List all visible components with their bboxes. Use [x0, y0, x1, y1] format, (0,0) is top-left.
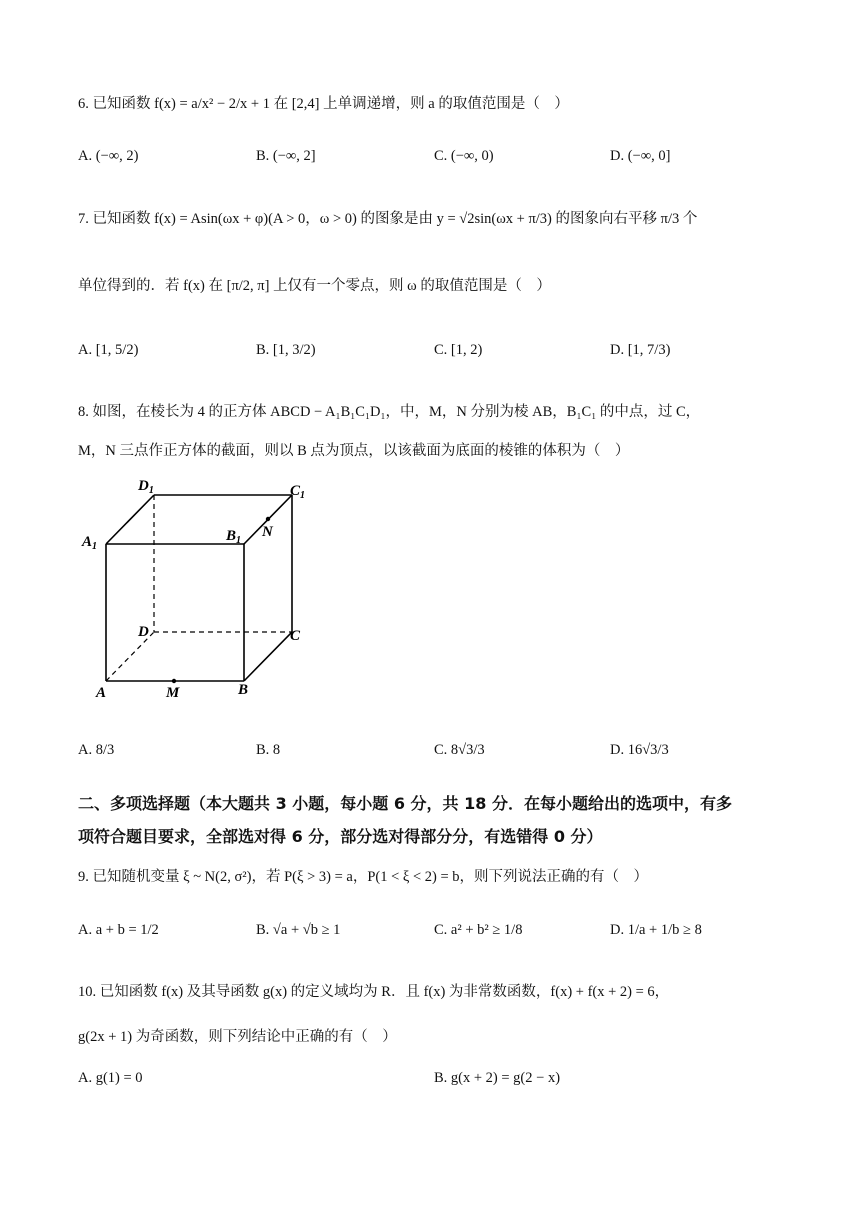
q8-option-d: D. 16√3/3 — [610, 742, 669, 758]
q8-stem-line1: 8. 如图，在棱长为 4 的正方体 ABCD − A₁B₁C₁D₁，中，M，N 分别为棱 AB，B₁C₁ 的中点，过 C， — [78, 404, 701, 420]
q9-option-d: D. 1/a + 1/b ≥ 8 — [610, 922, 702, 938]
edge-a1-d1 — [106, 495, 154, 544]
q10-option-a: A. g(1) = 0 — [78, 1070, 143, 1086]
q7-option-b: B. [1, 3/2) — [256, 342, 316, 358]
q8-option-b: B. 8 — [256, 742, 281, 758]
section2-heading-line1: 二、多项选择题（本大题共 3 小题，每小题 6 分，共 18 分．在每小题给出的选项中，有多 — [78, 794, 732, 813]
label-a: A — [96, 685, 107, 701]
q7-option-a: A. [1, 5/2) — [78, 342, 139, 358]
q10-stem-line2: g(2x + 1) 为奇函数，则下列结论中正确的有（ ） — [78, 1029, 397, 1045]
label-c1: $C_1$ — [290, 483, 306, 501]
label-n: N — [262, 524, 273, 540]
q9-option-a: A. a + b = 1/2 — [78, 922, 159, 938]
q7-option-c: C. [1, 2) — [434, 342, 483, 358]
q7-stem-line1: 7. 已知函数 f(x) = Asin(ωx + φ)(A > 0，ω > 0) 的图象是由 y = √2sin(ωx + π/3) 的图象向右平移 π/3 个 — [78, 211, 698, 227]
label-b: B — [238, 682, 249, 698]
q10-option-b: B. g(x + 2) = g(2 − x) — [434, 1070, 561, 1086]
label-a1: $A_1$ — [82, 534, 98, 552]
label-d: D — [138, 624, 149, 640]
label-c: C — [290, 628, 301, 644]
point-m — [172, 679, 176, 683]
q8-stem-line2: M，N 三点作正方体的截面，则以 B 点为顶点，以该截面为底面的棱锥的体积为（ ） — [78, 443, 630, 459]
q7-stem-line2: 单位得到的．若 f(x) 在 [π/2, π] 上仅有一个零点，则 ω 的取值范围是（ ） — [78, 278, 551, 294]
label-m: M — [166, 685, 180, 701]
edge-b-c — [244, 632, 292, 681]
q9-stem: 9. 已知随机变量 ξ ~ N(2, σ²)，若 P(ξ > 3) = a，P(1 < ξ < 2) = b，则下列说法正确的有（ ） — [78, 869, 649, 885]
label-d1: $D_1$ — [138, 478, 154, 496]
q6-option-d: D. (−∞, 0] — [610, 148, 671, 164]
q9-option-b: B. √a + √b ≥ 1 — [256, 922, 341, 938]
cube-figure — [78, 468, 328, 708]
q8-option-a: A. 8/3 — [78, 742, 115, 758]
q9-option-c: C. a² + b² ≥ 1/8 — [434, 922, 523, 938]
point-n — [266, 517, 270, 521]
q8-option-c: C. 8√3/3 — [434, 742, 485, 758]
label-b1: $B_1$ — [226, 528, 242, 546]
section2-heading-line2: 项符合题目要求，全部选对得 6 分，部分选对得部分分，有选错得 0 分） — [78, 827, 603, 846]
q7-option-d: D. [1, 7/3) — [610, 342, 671, 358]
q10-stem-line1: 10. 已知函数 f(x) 及其导函数 g(x) 的定义域均为 R．且 f(x) 为非常数函数，f(x) + f(x + 2) = 6， — [78, 984, 670, 1000]
q6-option-b: B. (−∞, 2] — [256, 148, 316, 164]
q6-option-a: A. (−∞, 2) — [78, 148, 139, 164]
q6-stem: 6. 已知函数 f(x) = a/x² − 2/x + 1 在 [2,4] 上单调递增，则 a 的取值范围是（ ） — [78, 96, 569, 112]
q6-option-c: C. (−∞, 0) — [434, 148, 494, 164]
